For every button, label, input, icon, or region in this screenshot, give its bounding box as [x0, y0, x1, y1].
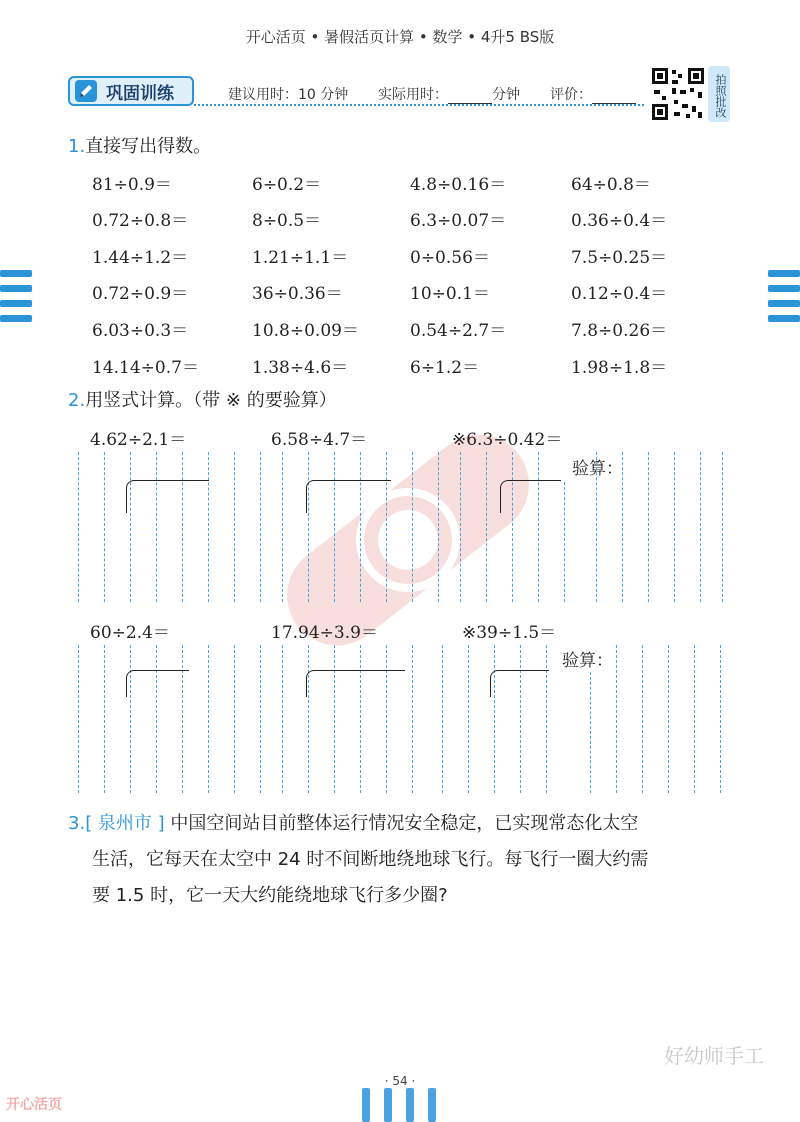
q2-expr: ※39÷1.5＝: [462, 623, 557, 643]
dashed-grid-line: [694, 645, 695, 793]
dashed-grid-line: [442, 645, 443, 793]
q2-expr: 60÷2.4＝: [90, 623, 170, 643]
dashed-grid-line: [208, 645, 209, 793]
q1-expr: 0÷0.56＝: [410, 248, 490, 268]
banner-dotted-line: [194, 104, 644, 106]
q1-expr: 0.12÷0.4＝: [571, 284, 668, 304]
dashed-grid-line: [438, 452, 439, 602]
dashed-grid-line: [360, 645, 361, 793]
q3-block: [68, 806, 768, 914]
q1-expr: 6÷1.2＝: [410, 358, 480, 378]
dashed-grid-line: [460, 452, 461, 602]
dashed-grid-line: [308, 452, 309, 602]
q2-title-text: 用竖式计算。（带 ※ 的要验算）: [85, 390, 337, 411]
dashed-grid-line: [334, 452, 335, 602]
bottom-tab-4: [428, 1088, 436, 1122]
right-side-tab-1: [768, 270, 800, 277]
dashed-grid-line: [182, 645, 183, 793]
dashed-grid-line: [104, 452, 105, 602]
dashed-grid-line: [674, 452, 675, 602]
q2-number: 2.: [68, 390, 86, 411]
dashed-grid-line: [538, 452, 539, 602]
q2-expr: 6.58÷4.7＝: [271, 430, 368, 450]
q1-expr: 0.36÷0.4＝: [571, 211, 668, 231]
dashed-grid-line: [616, 645, 617, 793]
q3-text-1: 中国空间站目前整体运行情况安全稳定，已实现常态化太空: [170, 813, 639, 834]
banner-label: 巩固训练: [106, 83, 174, 104]
q1-expr: 7.8÷0.26＝: [571, 321, 668, 341]
q2-expr: ※6.3÷0.42＝: [452, 430, 563, 450]
q3-line-2: 生活，它每天在太空中 24 时不间断地绕地球飞行。每飞行一圈大约需: [92, 849, 649, 870]
dashed-grid-line: [668, 645, 669, 793]
q1-expr: 81÷0.9＝: [92, 175, 172, 195]
q1-expr: 6.03÷0.3＝: [92, 321, 189, 341]
q1-expr: 0.54÷2.7＝: [410, 321, 507, 341]
rating-label: 评价：: [550, 87, 592, 103]
dashed-grid-line: [520, 645, 521, 793]
q1-expr: 0.72÷0.8＝: [92, 211, 189, 231]
dashed-grid-line: [282, 645, 283, 793]
dashed-grid-line: [130, 645, 131, 793]
dashed-grid-line: [182, 452, 183, 602]
q1-expr: 6.3÷0.07＝: [410, 211, 507, 231]
minutes-label: 分钟: [492, 87, 520, 103]
dashed-grid-line: [156, 452, 157, 602]
q1-title: [68, 132, 211, 158]
dashed-grid-line: [78, 645, 79, 793]
dashed-grid-line: [308, 645, 309, 793]
long-division-bracket: [306, 480, 391, 513]
dashed-grid-line: [642, 645, 643, 793]
q3-number: 3.: [68, 813, 86, 834]
q1-expr: 4.8÷0.16＝: [410, 175, 507, 195]
q1-expr: 0.72÷0.9＝: [92, 284, 189, 304]
actual-time-blank[interactable]: [448, 89, 492, 104]
dashed-grid-line: [360, 452, 361, 602]
left-side-tab-1: [0, 270, 32, 277]
dashed-grid-line: [386, 645, 387, 793]
qr-code-icon[interactable]: [650, 66, 706, 122]
q3-line-1: [68, 806, 768, 842]
dashed-grid-line: [596, 452, 597, 602]
page-number: · 54 ·: [384, 1074, 416, 1088]
q1-expr: 1.38÷4.6＝: [252, 358, 349, 378]
dashed-grid-line: [234, 452, 235, 602]
long-division-bracket: [306, 670, 405, 697]
q2-check-label: 验算：: [562, 651, 613, 671]
dashed-grid-line: [386, 452, 387, 602]
long-division-bracket: [490, 670, 549, 697]
corner-watermark: 好幼师手工: [664, 1044, 764, 1068]
actual-time-label: 实际用时：: [378, 87, 448, 103]
suggested-time: 建议用时：10 分钟: [228, 87, 349, 103]
long-division-bracket: [500, 480, 561, 513]
dashed-grid-line: [590, 672, 591, 793]
dashed-grid-line: [622, 452, 623, 602]
dashed-grid-line: [130, 452, 131, 602]
dashed-grid-line: [282, 452, 283, 602]
dashed-grid-line: [546, 645, 547, 793]
dashed-grid-line: [486, 452, 487, 602]
right-side-tab-2: [768, 285, 800, 292]
q2-check-label: 验算：: [572, 459, 623, 479]
q1-expr: 6÷0.2＝: [252, 175, 322, 195]
dashed-grid-line: [412, 645, 413, 793]
q3-region-tag: [ 泉州市 ]: [85, 813, 165, 834]
q2-title: [68, 386, 337, 412]
dashed-grid-line: [260, 452, 261, 602]
q1-expr: 1.44÷1.2＝: [92, 248, 189, 268]
q1-expr: 8÷0.5＝: [252, 211, 322, 231]
q1-expr: 14.14÷0.7＝: [92, 358, 199, 378]
actual-time-row: [378, 84, 520, 104]
left-side-tab-2: [0, 285, 32, 292]
pencil-icon: [74, 79, 98, 103]
dashed-grid-line: [494, 645, 495, 793]
dashed-grid-line: [78, 452, 79, 602]
dashed-grid-line: [720, 645, 721, 793]
long-division-bracket: [126, 670, 189, 697]
q1-expr: 64÷0.8＝: [571, 175, 651, 195]
q3-line-3: 要 1.5 时，它一天大约能绕地球飞行多少圈?: [92, 885, 448, 906]
dashed-grid-line: [156, 645, 157, 793]
q1-expr: 1.21÷1.1＝: [252, 248, 349, 268]
bottom-tab-3: [406, 1088, 414, 1122]
dashed-grid-line: [260, 645, 261, 793]
dashed-grid-line: [412, 452, 413, 602]
right-side-tab-4: [768, 315, 800, 322]
rating-row: [550, 84, 636, 104]
dashed-grid-line: [648, 452, 649, 602]
dashed-grid-line: [700, 452, 701, 602]
q1-expr: 36÷0.36＝: [252, 284, 343, 304]
left-side-tab-4: [0, 315, 32, 322]
dashed-grid-line: [468, 645, 469, 793]
q1-expr: 10.8÷0.09＝: [252, 321, 359, 341]
bottom-tab-2: [384, 1088, 392, 1122]
q2-expr: 17.94÷3.9＝: [271, 623, 378, 643]
q1-expr: 7.5÷0.25＝: [571, 248, 668, 268]
q1-number: 1.: [68, 136, 86, 157]
dashed-grid-line: [208, 452, 209, 602]
section-banner: [68, 76, 194, 106]
long-division-bracket: [126, 480, 209, 513]
q1-title-text: 直接写出得数。: [85, 136, 212, 157]
dashed-grid-line: [104, 645, 105, 793]
q2-expr: 4.62÷2.1＝: [90, 430, 187, 450]
dashed-grid-line: [512, 452, 513, 602]
left-side-tab-3: [0, 300, 32, 307]
rating-blank[interactable]: [592, 89, 636, 104]
q1-expr: 10÷0.1＝: [410, 284, 490, 304]
dashed-grid-line: [234, 645, 235, 793]
dashed-grid-line: [334, 645, 335, 793]
brand-logo: 开心活页: [6, 1097, 62, 1113]
right-side-tab-3: [768, 300, 800, 307]
dashed-grid-line: [722, 452, 723, 602]
q1-expr: 1.98÷1.8＝: [571, 358, 668, 378]
page-header-title: 开心活页 • 暑假活页计算 • 数学 • 4升5 BS版: [245, 28, 555, 46]
qr-side-label: 拍照批改: [708, 66, 730, 122]
bottom-tab-1: [362, 1088, 370, 1122]
dashed-grid-line: [564, 482, 565, 602]
